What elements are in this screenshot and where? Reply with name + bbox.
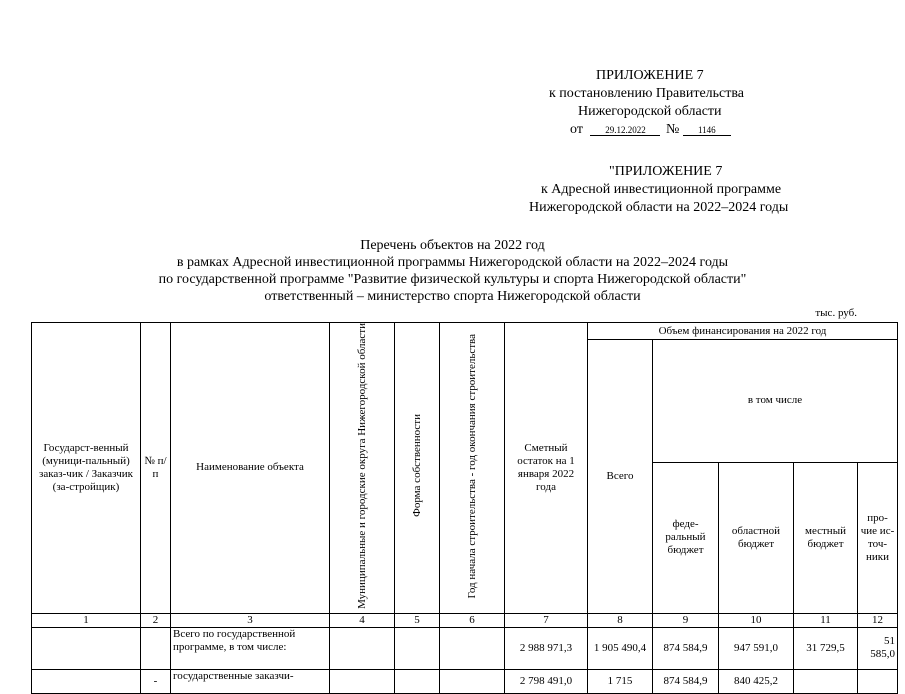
table-row (32, 627, 898, 669)
row2-total: 1 715 (588, 669, 653, 693)
col-num-2: 2 (141, 613, 171, 627)
appendix-date-line (570, 122, 731, 138)
header-other: про-чие ис-точ-ники (858, 462, 898, 613)
header-customer: Государст-венный (муници-пальный) заказ-чик / Заказчик (за-стройщик) (32, 323, 141, 614)
row1-estimate: 2 988 971,3 (505, 627, 588, 669)
row1-num (141, 627, 171, 669)
row2-ownership (395, 669, 440, 693)
heading-line3: по государственной программе "Развитие физической культуры и спорта Нижегородской области" (158, 272, 747, 287)
row1-local: 31 729,5 (794, 627, 858, 669)
col-num-7: 7 (505, 613, 588, 627)
header-ownership-text: Форма собственности (411, 414, 423, 518)
row1-years (440, 627, 505, 669)
header-years-text: Год начала строительства - год окончания строительства (466, 333, 478, 599)
date-prefix: от (570, 122, 583, 137)
header-regional: областной бюджет (719, 462, 794, 613)
row2-customer (32, 669, 141, 693)
objects-table (31, 322, 898, 694)
col-num-8: 8 (588, 613, 653, 627)
number-value: 1146 (683, 125, 731, 136)
number-sign: № (665, 122, 680, 137)
row2-local (794, 669, 858, 693)
inner-title: "ПРИЛОЖЕНИЕ 7 (609, 164, 723, 179)
col-num-6: 6 (440, 613, 505, 627)
row1-federal: 874 584,9 (653, 627, 719, 669)
row2-name: государственные заказчи- (171, 669, 330, 693)
row2-estimate: 2 798 491,0 (505, 669, 588, 693)
col-num-10: 10 (719, 613, 794, 627)
col-num-5: 5 (395, 613, 440, 627)
row2-federal: 874 584,9 (653, 669, 719, 693)
header-num: № п/п (141, 323, 171, 614)
col-num-9: 9 (653, 613, 719, 627)
date-value: 29.12.2022 (590, 125, 660, 136)
table-row (32, 669, 898, 693)
row1-total: 1 905 490,4 (588, 627, 653, 669)
row1-other: 51 585,0 (858, 627, 898, 669)
row2-regional: 840 425,2 (719, 669, 794, 693)
heading-line4: ответственный – министерство спорта Нижегородской области (264, 289, 641, 304)
col-num-3: 3 (171, 613, 330, 627)
col-number-row (32, 613, 898, 627)
row2-district (330, 669, 395, 693)
row1-district (330, 627, 395, 669)
header-district (330, 323, 395, 614)
header-estimate: Сметный остаток на 1 января 2022 года (505, 323, 588, 614)
header-name: Наименование объекта (171, 323, 330, 614)
header-including: в том числе (653, 340, 898, 463)
row2-num: - (141, 669, 171, 693)
header-district-text: Муниципальные и городские округа Нижегородской области (356, 323, 368, 609)
col-num-12: 12 (858, 613, 898, 627)
row1-regional: 947 591,0 (719, 627, 794, 669)
appendix-line3: Нижегородской области (578, 104, 722, 119)
row1-ownership (395, 627, 440, 669)
heading-line2: в рамках Адресной инвестиционной программы Нижегородской области на 2022–2024 годы (176, 255, 729, 270)
header-ownership (395, 323, 440, 614)
col-num-11: 11 (794, 613, 858, 627)
header-funding: Объем финансирования на 2022 год (588, 323, 898, 340)
row2-years (440, 669, 505, 693)
heading-line1: Перечень объектов на 2022 год (360, 238, 545, 253)
col-num-1: 1 (32, 613, 141, 627)
header-federal: феде-ральный бюджет (653, 462, 719, 613)
header-years (440, 323, 505, 614)
row2-other (858, 669, 898, 693)
appendix-title: ПРИЛОЖЕНИЕ 7 (596, 68, 704, 83)
inner-line2: к Адресной инвестиционной программе (541, 182, 782, 197)
row1-customer (32, 627, 141, 669)
inner-line3: Нижегородской области на 2022–2024 годы (529, 200, 789, 215)
header-local: местный бюджет (794, 462, 858, 613)
appendix-line2: к постановлению Правительства (549, 86, 745, 101)
row1-name: Всего по государственной программе, в том числе: (171, 627, 330, 669)
units-label: тыс. руб. (815, 307, 857, 319)
col-num-4: 4 (330, 613, 395, 627)
header-total: Всего (588, 340, 653, 614)
